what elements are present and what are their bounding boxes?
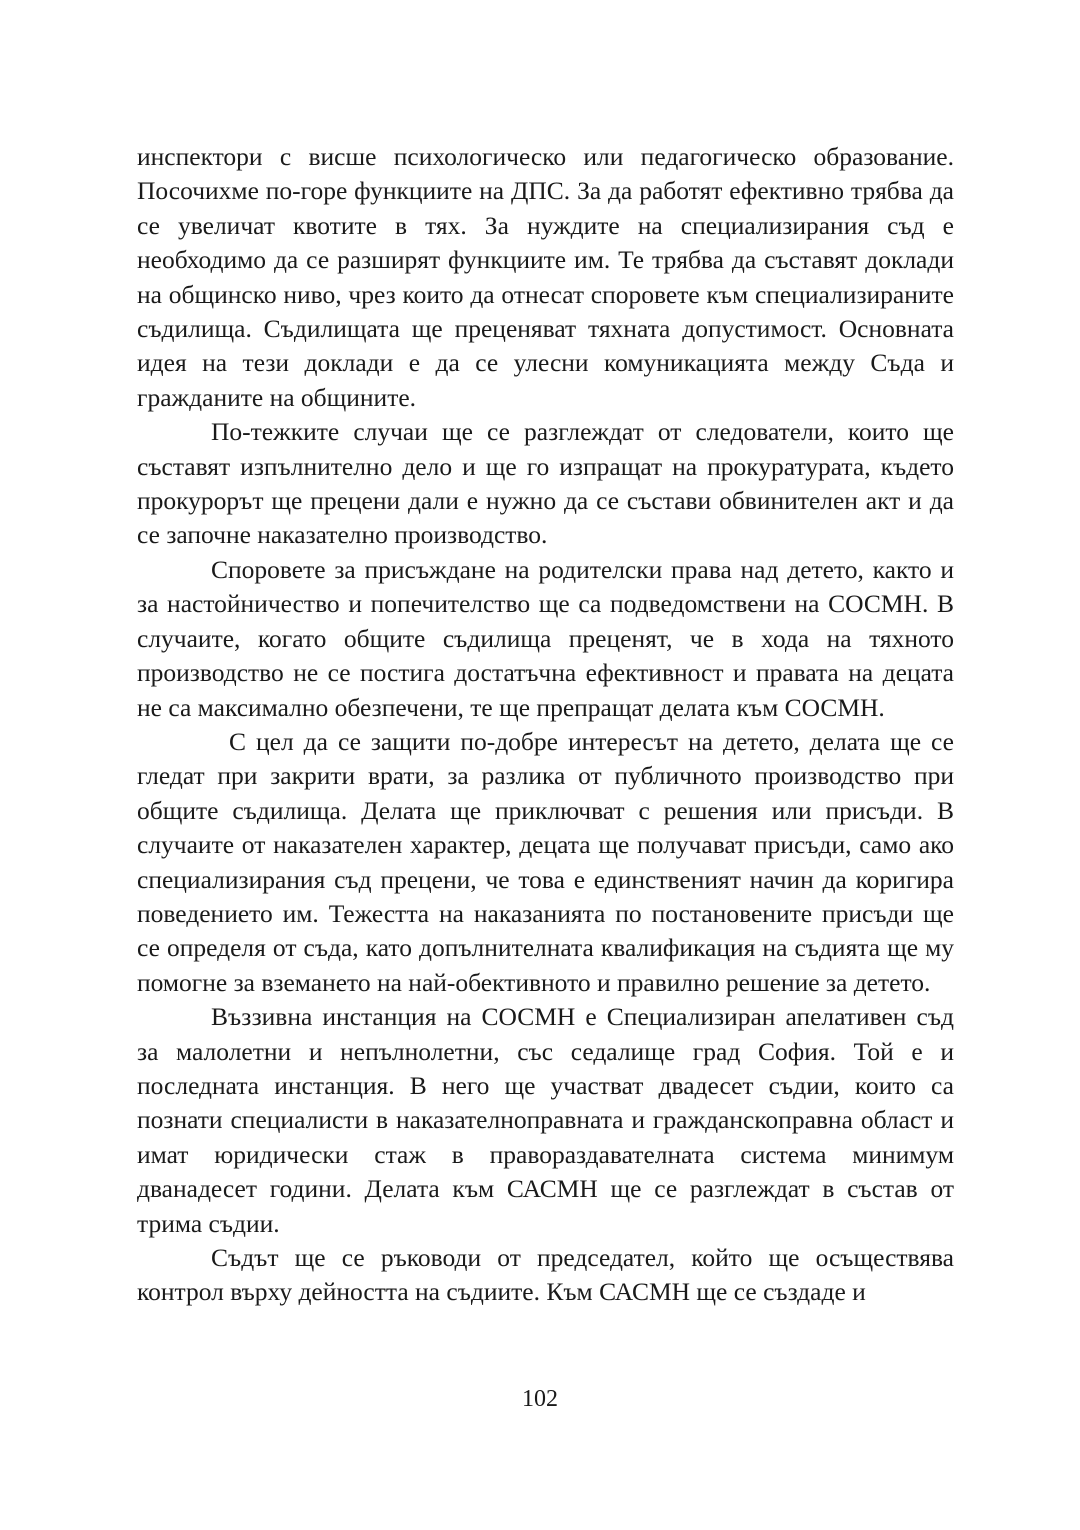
paragraph-parental-rights: Споровете за присъждане на родителски права над детето, както и за настойничество и попечителство ще са подведомствени на СОСМН. В случаите, когато общите съдилища преценят, че в хода на тяхното производство не се постига достатъчна ефективност и правата на децата не са максимално обезпечени, те ще препращат делата към СОСМН. — [137, 554, 954, 722]
paragraph-appellate-court: Въззивна инстанция на СОСМН е Специализиран апелативен съд за малолетни и непълнолетни, със седалище град София. Той е и последната инстанция. В него ще участват двадесет съдии, които са познати специалисти в наказателноправната и гражданскоправна област и имат юридически стаж в правораздавателната система минимум дванадесет години. Делата към САСМН ще се разглеждат в състав от трима съдии. — [137, 1002, 954, 1238]
paragraph-serious-cases: По-тежките случаи ще се разглеждат от следователи, които ще съставят изпълнително дело и ще го изпращат на прокуратурата, където прокурорът ще прецени дали е нужно да се състави обвинителен акт и да се започне наказателно производство. — [137, 417, 954, 550]
body-text — [137, 140, 954, 1310]
paragraph-court-chairman: Съдът ще се ръководи от председател, който ще осъществява контрол върху дейността на съдиите. Към САСМН ще се създаде и — [137, 1243, 954, 1307]
page-number: 102 — [522, 1386, 558, 1412]
paragraph-closed-doors: С цел да се защити по-добре интересът на детето, делата ще се гледат при закрити врати, за разлика от публичното производство при общите съдилища. Делата ще приключват с решения или присъди. В случаите от наказателен характер, децата ще получават присъди, само ако специализирания съд прецени, че това е единственият начин да коригира поведението им. Тежестта на наказанията по постановените присъди ще се определя от съда, като допълнителната квалификация на съдията ще му помогне за вземането на най-обективното и правилно решение за детето. — [137, 726, 954, 997]
paragraph-inspectors: инспектори с висше психологическо или педагогическо образование. Посочихме по-горе функциите на ДПС. За да работят ефективно трябва да се увеличат квотите в тях. За нуждите на специализирания съд е необходимо да се разширят функциите им. Те трябва да съставят доклади на общинско ниво, чрез които да отнесат споровете към специализираните съдилища. Съдилищата ще преценяват тяхната допустимост. Основната идея на тези доклади е да се улесни комуникацията между Съда и гражданите на общините. — [137, 142, 954, 412]
